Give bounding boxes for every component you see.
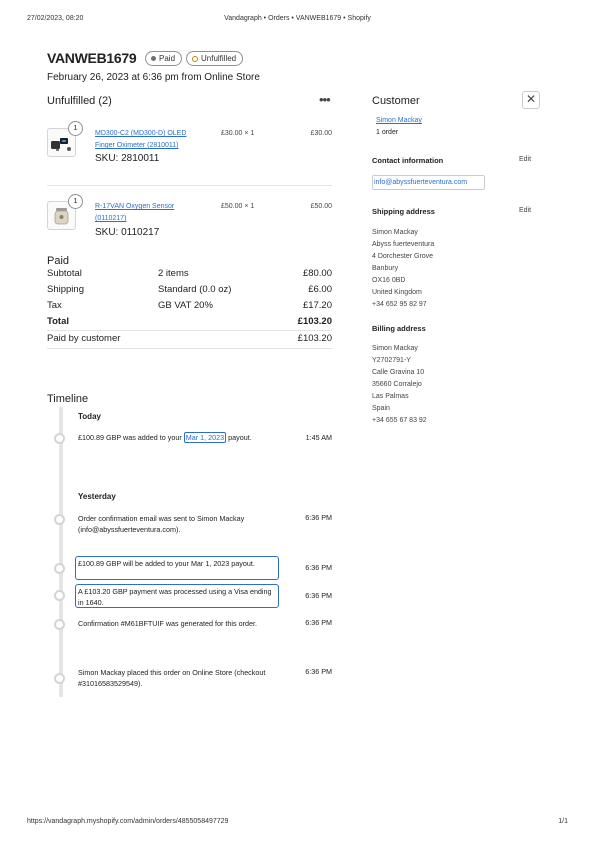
item-quantity: 1: [68, 121, 83, 136]
tax-label: Tax: [47, 300, 62, 311]
shipping-detail: Standard (0.0 oz): [158, 284, 232, 295]
product-link[interactable]: MD300-C2 (MD300-D) OLED Finger Oximeter (2810011): [95, 130, 187, 149]
status-dot-icon: [151, 56, 156, 61]
line-total: £50.00: [310, 203, 332, 210]
subtotal-label: Subtotal: [47, 268, 82, 279]
timeline-event-text: £100.89 GBP was added to your: [78, 433, 184, 442]
timeline-event-text: payout.: [226, 433, 252, 442]
customer-order-count: 1 order: [376, 129, 399, 136]
timeline-event[interactable]: £100.89 GBP will be added to your Mar 1, 2023 payout.: [78, 559, 255, 568]
line-total: £30.00: [310, 130, 332, 137]
total-divider: [47, 330, 332, 331]
address-line: United Kingdom: [372, 289, 422, 296]
print-url: https://vandagraph.myshopify.com/admin/orders/4855058497729: [27, 818, 229, 825]
timeline-dot: [54, 563, 65, 574]
address-line: OX16 0BD: [372, 277, 406, 284]
status-ring-icon: [192, 56, 198, 62]
payout-link[interactable]: Mar 1, 2023: [185, 433, 225, 442]
timeline-time: 6:36 PM: [305, 591, 332, 600]
timeline-dot: [54, 590, 65, 601]
timeline-time: 6:36 PM: [305, 667, 332, 676]
more-actions-icon[interactable]: •••: [319, 92, 330, 107]
customer-title: Customer: [372, 95, 420, 107]
address-line: Simon Mackay: [372, 229, 418, 236]
timeline-time: 6:36 PM: [305, 618, 332, 627]
print-page-title: Vandagraph • Orders • VANWEB1679 • Shopify: [224, 15, 371, 22]
timeline-line: [59, 407, 63, 697]
timeline-event: Confirmation #M61BFTUIF was generated for this order.: [78, 619, 257, 628]
address-line: 35660 Corralejo: [372, 381, 422, 388]
address-line: Spain: [372, 405, 390, 412]
address-line: +34 652 95 82 97: [372, 301, 427, 308]
billing-address-title: Billing address: [372, 324, 426, 333]
subtotal-amount: £80.00: [302, 268, 332, 279]
address-line: Abyss fuerteventura: [372, 241, 435, 248]
edit-shipping-button[interactable]: Edit: [519, 207, 532, 214]
item-quantity: 1: [68, 194, 83, 209]
paid-badge-label: Paid: [159, 54, 176, 63]
product-link[interactable]: R-17VAN Oxygen Sensor (0110217): [95, 203, 175, 222]
unit-price: £30.00 × 1: [221, 130, 255, 137]
address-line: +34 655 67 83 92: [372, 417, 427, 424]
shipping-amount: £6.00: [308, 284, 332, 295]
order-number: VANWEB1679: [47, 50, 137, 66]
total-amount: £103.20: [297, 316, 332, 327]
tax-amount: £17.20: [302, 300, 332, 311]
billing-address: [372, 343, 427, 427]
item-divider: [47, 185, 332, 186]
timeline-event[interactable]: Order confirmation email was sent to Simon Mackay (info@abyssfuerteventura.com).: [78, 514, 245, 534]
timeline-time: 6:36 PM: [305, 513, 332, 522]
timeline-title: Timeline: [47, 393, 89, 405]
timeline-time: 6:36 PM: [305, 563, 332, 572]
product-sku: SKU: 2810011: [95, 153, 160, 164]
shipping-address: [372, 227, 434, 311]
address-line: Las Palmas: [372, 393, 409, 400]
address-line: Simon Mackay: [372, 345, 418, 352]
product-sku: SKU: 0110217: [95, 227, 160, 238]
order-subtitle: February 26, 2023 at 6:36 pm from Online Store: [47, 72, 260, 83]
paid-divider: [47, 348, 332, 349]
address-line: Calle Gravina 10: [372, 369, 425, 376]
timeline-event[interactable]: A £103.20 GBP payment was processed using a Visa ending in 1640.: [78, 587, 272, 607]
paid-badge: [145, 51, 182, 66]
edit-contact-button[interactable]: Edit: [519, 156, 532, 163]
paid-by-customer-amount: £103.20: [297, 333, 332, 344]
timeline-dot: [54, 619, 65, 630]
timeline-time: 1:45 AM: [305, 433, 332, 442]
unit-price: £50.00 × 1: [221, 203, 255, 210]
shipping-label: Shipping: [47, 284, 84, 295]
unfulfilled-badge: [186, 51, 243, 66]
address-line: 4 Dorchester Grove: [372, 253, 434, 260]
print-page-number: 1/1: [558, 818, 568, 825]
timeline-event: Simon Mackay placed this order on Online Store (checkout #31016583529549).: [78, 668, 266, 688]
timeline-dot: [54, 673, 65, 684]
paid-by-customer-label: Paid by customer: [47, 333, 121, 344]
address-line: Y2702791-Y: [372, 357, 411, 364]
timeline-dot: [54, 514, 65, 525]
timeline-day-yesterday: Yesterday: [78, 492, 116, 501]
subtotal-detail: 2 items: [158, 268, 189, 279]
timeline-day-today: Today: [78, 412, 101, 421]
paid-section-title: Paid: [47, 255, 70, 267]
shipping-address-title: Shipping address: [372, 207, 435, 216]
unfulfilled-badge-label: Unfulfilled: [201, 54, 237, 63]
tax-detail: GB VAT 20%: [158, 300, 213, 311]
unfulfilled-title: Unfulfilled (2): [47, 95, 112, 107]
customer-name-link[interactable]: Simon Mackay: [376, 117, 422, 124]
address-line: Banbury: [372, 265, 399, 272]
timeline-event: [78, 432, 293, 443]
total-label: Total: [47, 316, 69, 327]
customer-email-link[interactable]: info@abyssfuerteventura.com: [372, 175, 485, 190]
print-date: 27/02/2023, 08:20: [27, 15, 84, 22]
contact-info-title: Contact information: [372, 156, 444, 165]
close-icon[interactable]: ✕: [522, 91, 540, 109]
timeline-dot: [54, 433, 65, 444]
